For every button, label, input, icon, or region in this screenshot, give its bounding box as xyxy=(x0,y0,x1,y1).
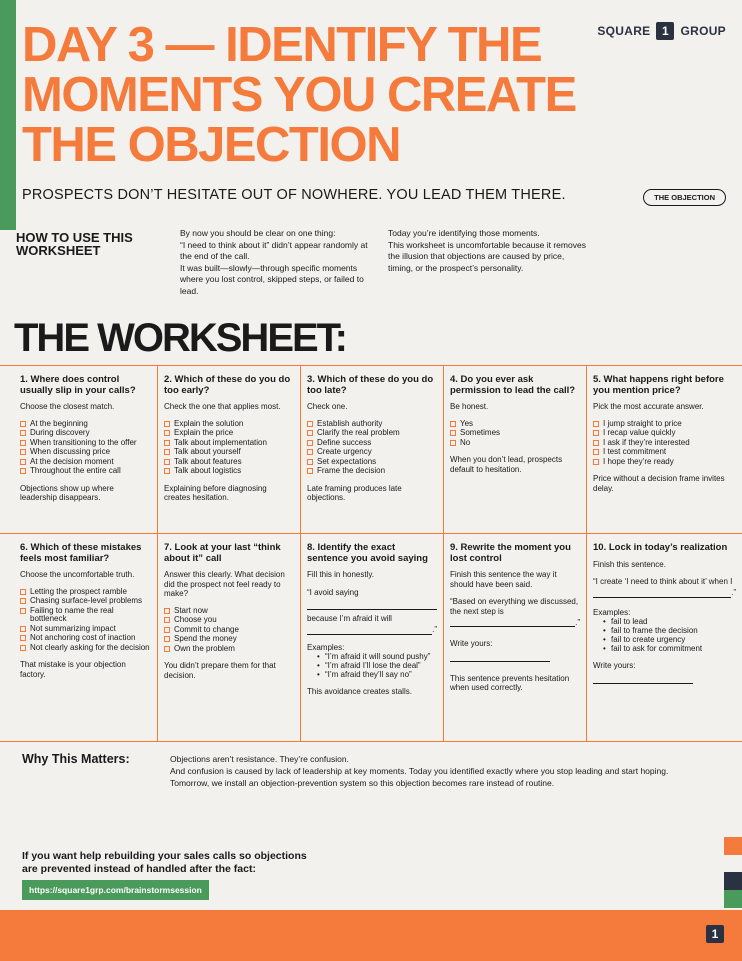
why-title: Why This Matters: xyxy=(22,752,130,766)
question-footnote: Price without a decision frame invites delay. xyxy=(593,474,725,493)
section-badge: THE OBJECTION xyxy=(643,189,726,206)
option-item[interactable] xyxy=(20,588,151,597)
checkbox-icon[interactable] xyxy=(307,449,313,455)
option-item[interactable] xyxy=(164,448,294,457)
why-paragraph: And confusion is caused by lack of leadership at key moments. Today you identified exactly where you stop leading and start hoping. Tomorrow, we install an objection-prevention system so this objection becomes rare instead of routine. xyxy=(170,766,669,788)
option-label: Letting the prospect ramble xyxy=(30,586,127,596)
question-instruction: Pick the most accurate answer. xyxy=(593,402,704,411)
checkbox-icon[interactable] xyxy=(307,430,313,436)
checkbox-icon[interactable] xyxy=(164,459,170,465)
option-list xyxy=(307,420,437,476)
question-title: 3. Which of these do you do too late? xyxy=(307,374,434,396)
checkbox-icon[interactable] xyxy=(164,627,170,633)
fill-in-line[interactable] xyxy=(307,624,432,635)
question-footnote: When you don’t lead, prospects default to hesitation. xyxy=(450,455,563,474)
intro-line: Today you’re identifying those moments. xyxy=(388,228,540,238)
checkbox-icon[interactable] xyxy=(450,421,456,427)
question-footnote: That mistake is your objection factory. xyxy=(20,660,126,679)
write-line[interactable] xyxy=(450,651,550,662)
option-label: Talk about logistics xyxy=(174,466,242,475)
option-item[interactable] xyxy=(20,597,151,606)
footer-logo-icon: 1 xyxy=(706,925,724,943)
option-label: Set expectations xyxy=(317,456,377,466)
option-label: Create urgency xyxy=(317,447,372,456)
option-item[interactable] xyxy=(164,607,294,616)
question-instruction: Be honest. xyxy=(450,402,489,411)
fill-in-row xyxy=(450,616,580,627)
option-list xyxy=(593,420,736,467)
examples-list xyxy=(317,652,437,679)
checkbox-icon[interactable] xyxy=(593,440,599,446)
sentence-end: .” xyxy=(575,617,580,627)
option-item[interactable] xyxy=(164,635,294,644)
option-label: Define success xyxy=(317,437,372,447)
sentence-start: “I create ‘I need to think about it’ when I xyxy=(593,577,733,586)
option-label: Explain the solution xyxy=(174,418,244,428)
checkbox-icon[interactable] xyxy=(20,421,26,427)
option-label: Spend the money xyxy=(174,634,237,643)
worksheet-title: THE WORKSHEET: xyxy=(14,316,346,360)
checkbox-icon[interactable] xyxy=(20,608,26,614)
decorative-square xyxy=(724,890,742,908)
option-list xyxy=(20,420,151,476)
checkbox-icon[interactable] xyxy=(593,421,599,427)
checkbox-icon[interactable] xyxy=(164,608,170,614)
question-cell-1 xyxy=(0,366,158,533)
option-item[interactable] xyxy=(307,439,437,448)
question-footnote: You didn’t prepare them for that decision. xyxy=(164,661,276,680)
question-cell-4 xyxy=(444,366,587,533)
option-item[interactable] xyxy=(593,448,736,457)
left-accent-bar xyxy=(0,0,16,230)
question-instruction: Choose the closest match. xyxy=(20,402,115,411)
intro-line: It was built—slowly—through specific moments where you lost control, skipped steps, or failed to lead. xyxy=(180,262,364,296)
option-label: Not clearly asking for the decision xyxy=(30,642,150,652)
option-item[interactable] xyxy=(164,420,294,429)
option-label: Talk about implementation xyxy=(174,437,267,447)
checkbox-icon[interactable] xyxy=(450,440,456,446)
logo-text-left: SQUARE xyxy=(597,24,651,38)
example-item: • fail to ask for commitment xyxy=(603,644,736,653)
intro-line: This worksheet is uncomfortable because it removes the illusion that objections are caused by price, timing, or the prospect’s personality. xyxy=(388,239,586,273)
checkbox-icon[interactable] xyxy=(20,430,26,436)
decorative-square xyxy=(724,872,742,890)
checkbox-icon[interactable] xyxy=(164,646,170,652)
worksheet-row xyxy=(0,534,742,742)
option-list xyxy=(164,607,294,654)
option-item[interactable] xyxy=(164,439,294,448)
question-cell-10 xyxy=(587,534,742,741)
question-title: 4. Do you ever ask permission to lead the call? xyxy=(450,374,576,396)
sentence-middle-text: because I’m afraid it will xyxy=(307,614,392,623)
examples-list xyxy=(603,617,736,653)
example-item: • “I’m afraid I’ll lose the deal” xyxy=(317,661,437,670)
checkbox-icon[interactable] xyxy=(307,421,313,427)
option-label: Establish authority xyxy=(317,418,383,428)
option-label: Failing to name the real bottleneck xyxy=(30,605,114,623)
fill-in-row xyxy=(593,587,736,598)
checkbox-icon[interactable] xyxy=(307,459,313,465)
option-label: I recap value quickly xyxy=(603,428,676,437)
examples-label: Examples: xyxy=(593,607,631,617)
write-label: Write yours: xyxy=(450,639,493,648)
question-footnote: Explaining before diagnosing creates hesitation. xyxy=(164,483,267,502)
question-cell-2 xyxy=(158,366,301,533)
option-item[interactable] xyxy=(307,458,437,467)
checkbox-icon[interactable] xyxy=(164,430,170,436)
option-item[interactable] xyxy=(450,439,580,448)
question-instruction: Fill this in honestly. xyxy=(307,570,374,579)
option-item[interactable] xyxy=(20,644,151,653)
option-item[interactable] xyxy=(450,420,580,429)
option-item[interactable] xyxy=(307,467,437,476)
option-label: Throughout the entire call xyxy=(30,466,121,475)
option-list xyxy=(164,420,294,476)
checkbox-icon[interactable] xyxy=(450,430,456,436)
option-label: Yes xyxy=(460,418,474,428)
option-list xyxy=(450,420,580,448)
question-cell-5 xyxy=(587,366,742,533)
example-item: • “I’m afraid it will sound pushy” xyxy=(317,652,437,661)
option-item[interactable] xyxy=(164,458,294,467)
checkbox-icon[interactable] xyxy=(164,440,170,446)
option-item[interactable] xyxy=(164,616,294,625)
option-item[interactable] xyxy=(164,645,294,654)
howto-title: HOW TO USE THIS WORKSHEET xyxy=(16,230,133,258)
question-instruction: Finish this sentence. xyxy=(593,559,666,569)
checkbox-icon[interactable] xyxy=(307,468,313,474)
option-label: Not anchoring cost of inaction xyxy=(30,633,136,642)
option-item[interactable] xyxy=(20,625,151,634)
checkbox-icon[interactable] xyxy=(20,468,26,474)
fill-in-line[interactable] xyxy=(450,616,575,627)
question-footnote: Late framing produces late objections. xyxy=(307,483,402,502)
option-label: At the decision moment xyxy=(30,456,114,466)
question-title: 2. Which of these do you do too early? xyxy=(164,374,291,396)
checkbox-icon[interactable] xyxy=(20,589,26,595)
option-item[interactable] xyxy=(164,626,294,635)
option-label: I hope they’re ready xyxy=(603,456,674,466)
checkbox-icon[interactable] xyxy=(593,459,599,465)
checkbox-icon[interactable] xyxy=(20,449,26,455)
option-item[interactable] xyxy=(164,429,294,438)
intro-column-2 xyxy=(388,228,588,274)
page-title: DAY 3 — IDENTIFY THE MOMENTS YOU CREATE THE OBJECTION xyxy=(22,18,576,172)
option-label: I jump straight to price xyxy=(603,418,682,428)
logo-text-right: GROUP xyxy=(680,24,726,38)
option-item[interactable] xyxy=(20,420,151,429)
option-label: Explain the price xyxy=(174,428,234,437)
why-paragraph: Objections aren’t resistance. They’re confusion. xyxy=(170,754,349,764)
question-instruction: Answer this clearly. What decision did the prospect not feel ready to make? xyxy=(164,570,285,598)
option-label: Start now xyxy=(174,605,208,615)
checkbox-icon[interactable] xyxy=(164,421,170,427)
option-item[interactable] xyxy=(593,458,736,467)
option-label: Choose you xyxy=(174,615,217,624)
option-label: When transitioning to the offer xyxy=(30,437,137,447)
fill-in-line[interactable] xyxy=(307,599,437,610)
question-title: 5. What happens right before you mention price? xyxy=(593,374,724,396)
sentence-start: “Based on everything we discussed, the next step is xyxy=(450,597,579,616)
option-item[interactable] xyxy=(593,429,736,438)
checkbox-icon[interactable] xyxy=(20,635,26,641)
question-cell-6 xyxy=(0,534,158,741)
option-label: I test commitment xyxy=(603,447,667,456)
company-logo xyxy=(597,22,726,40)
question-cell-8 xyxy=(301,534,444,741)
example-item: • fail to frame the decision xyxy=(603,626,736,635)
cta-link-button[interactable]: https://square1grp.com/brainstormsession xyxy=(22,880,209,900)
option-label: When discussing price xyxy=(30,447,111,456)
checkbox-icon[interactable] xyxy=(164,617,170,623)
sentence-middle xyxy=(307,614,437,624)
option-label: Not summarizing impact xyxy=(30,623,116,633)
checkbox-icon[interactable] xyxy=(593,449,599,455)
question-cell-3 xyxy=(301,366,444,533)
option-label: Chasing surface-level problems xyxy=(30,596,143,605)
option-label: Commit to change xyxy=(174,624,239,634)
option-label: Frame the decision xyxy=(317,466,386,475)
sentence-end: .” xyxy=(731,588,736,597)
examples-label: Examples: xyxy=(307,642,345,652)
option-item[interactable] xyxy=(307,448,437,457)
option-item[interactable] xyxy=(20,607,151,624)
option-item[interactable] xyxy=(307,420,437,429)
intro-column-1 xyxy=(180,228,370,297)
option-item[interactable] xyxy=(450,429,580,438)
fill-in-line[interactable] xyxy=(593,587,731,598)
option-label: During discovery xyxy=(30,428,90,437)
checkbox-icon[interactable] xyxy=(164,468,170,474)
question-instruction: Check one. xyxy=(307,402,348,411)
subtitle: PROSPECTS DON’T HESITATE OUT OF NOWHERE. YOU LEAD THEM THERE. xyxy=(22,187,566,203)
option-label: I ask if they’re interested xyxy=(603,437,690,447)
option-item[interactable] xyxy=(20,429,151,438)
checkbox-icon[interactable] xyxy=(164,636,170,642)
option-label: Sometimes xyxy=(460,428,501,437)
option-item[interactable] xyxy=(307,429,437,438)
option-item[interactable] xyxy=(20,448,151,457)
sentence-end: .” xyxy=(432,625,437,634)
cta-text: If you want help rebuilding your sales calls so objections are prevented instead of handled after the fact: xyxy=(22,850,307,875)
checkbox-icon[interactable] xyxy=(307,440,313,446)
write-label: Write yours: xyxy=(593,661,636,670)
question-cell-7 xyxy=(158,534,301,741)
question-title: 10. Lock in today’s realization xyxy=(593,542,728,553)
why-text xyxy=(170,753,670,789)
question-footnote: Objections show up where leadership disappears. xyxy=(20,483,114,502)
question-instruction: Choose the uncomfortable truth. xyxy=(20,570,135,579)
intro-line: “I need to think about it” didn’t appear randomly at the end of the call. xyxy=(180,239,368,261)
question-title: 1. Where does control usually slip in your calls? xyxy=(20,374,136,396)
option-list xyxy=(20,588,151,653)
write-line[interactable] xyxy=(593,673,693,684)
checkbox-icon[interactable] xyxy=(20,459,26,465)
sentence-start: “I avoid saying xyxy=(307,587,359,597)
worksheet-grid xyxy=(0,365,742,742)
option-label: Own the problem xyxy=(174,643,235,653)
worksheet-row xyxy=(0,366,742,534)
logo-square-icon: 1 xyxy=(656,22,674,40)
option-item[interactable] xyxy=(20,439,151,448)
intro-line: By now you should be clear on one thing: xyxy=(180,228,336,238)
option-label: Talk about features xyxy=(174,456,242,466)
footer-bar xyxy=(0,910,742,961)
example-item: • fail to lead xyxy=(603,617,736,626)
option-item[interactable] xyxy=(20,634,151,643)
checkbox-icon[interactable] xyxy=(164,449,170,455)
checkbox-icon[interactable] xyxy=(20,626,26,632)
option-label: At the beginning xyxy=(30,418,88,428)
question-instruction: Check the one that applies most. xyxy=(164,402,281,411)
question-instruction: Finish this sentence the way it should have been said. xyxy=(450,570,557,589)
question-title: 6. Which of these mistakes feels most familiar? xyxy=(20,542,142,564)
fill-in-row xyxy=(307,624,437,635)
question-cell-9 xyxy=(444,534,587,741)
option-label: No xyxy=(460,437,471,447)
option-label: Talk about yourself xyxy=(174,447,241,456)
example-item: • fail to create urgency xyxy=(603,635,736,644)
option-item[interactable] xyxy=(593,439,736,448)
checkbox-icon[interactable] xyxy=(20,440,26,446)
question-footnote: This sentence prevents hesitation when used correctly. xyxy=(450,673,570,692)
question-title: 8. Identify the exact sentence you avoid saying xyxy=(307,542,428,564)
question-title: 7. Look at your last “think about it” call xyxy=(164,542,281,564)
decorative-square xyxy=(724,837,742,855)
checkbox-icon[interactable] xyxy=(20,598,26,604)
option-item[interactable] xyxy=(20,467,151,476)
question-title: 9. Rewrite the moment you lost control xyxy=(450,542,571,564)
option-item[interactable] xyxy=(20,458,151,467)
checkbox-icon[interactable] xyxy=(20,645,26,651)
option-item[interactable] xyxy=(164,467,294,476)
example-item: • “I’m afraid they’ll say no” xyxy=(317,670,437,679)
option-item[interactable] xyxy=(593,420,736,429)
question-footnote: This avoidance creates stalls. xyxy=(307,687,412,696)
checkbox-icon[interactable] xyxy=(593,430,599,436)
option-label: Clarify the real problem xyxy=(317,428,400,437)
